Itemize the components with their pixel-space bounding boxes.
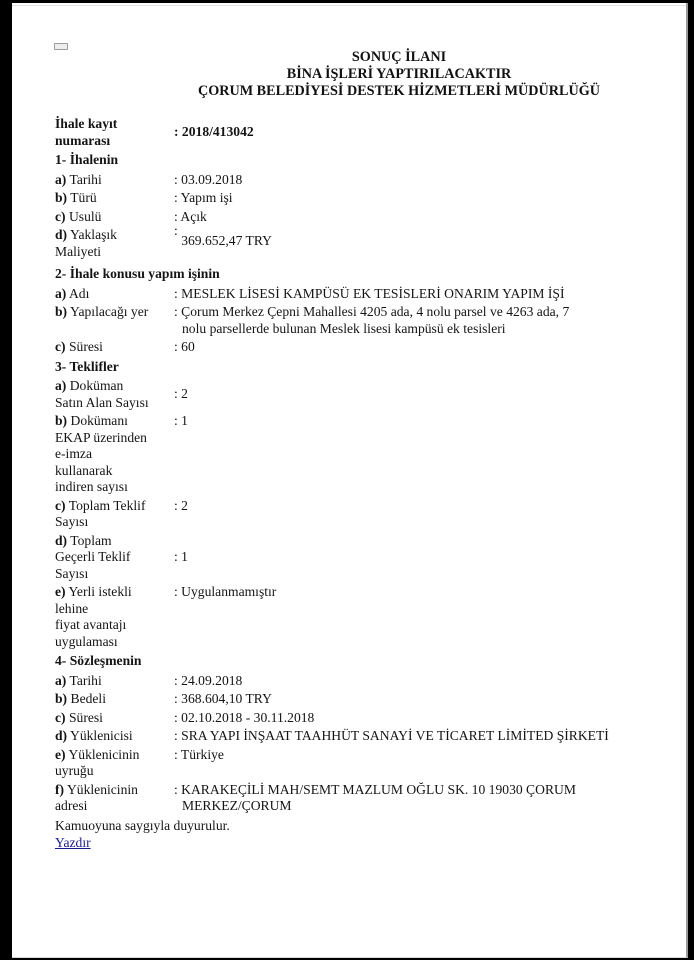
work-location: : Çorum Merkez Çepni Mahallesi 4205 ada, 4 nolu parsel ve 4263 ada, 7 nolu parsellerde bulunan Meslek lisesi kampüsü ek tesisleri [174,304,570,336]
announcement-body [55,116,675,851]
work-name: : MESLEK LİSESİ KAMPÜSÜ EK TESİSLERİ ONARIM YAPIM İŞİ [174,285,565,301]
table-row: d) Yaklaşık Maliyeti : 369.652,47 TRY [55,227,609,262]
registry-row [55,116,609,151]
contractor-nationality: : Türkiye [174,746,224,762]
page-top-divider [12,5,686,6]
approximate-cost: : 369.652,47 TRY [174,223,272,248]
table-row: e) Yüklenicinin uyruğu : Türkiye [55,747,609,782]
table-row: b) Yapılacağı yer : Çorum Merkez Çepni Mahallesi 4205 ada, 4 nolu parsel ve 4263 ada, 7 nolu parsellerde bulunan Meslek lisesi kampüsü ek tesisleri [55,304,609,339]
table-row: a) Adı : MESLEK LİSESİ KAMPÜSÜ EK TESİSLERİ ONARIM YAPIM İŞİ [55,286,609,305]
section-heading: 4- Sözleşmenin [55,653,142,668]
print-link[interactable]: Yazdır [55,834,91,850]
announcement-header [12,49,686,100]
section-heading: 2- İhale konusu yapım işinin [55,266,220,281]
table-row: a) Tarihi : 03.09.2018 [55,172,609,191]
registry-label: İhale kayıt numarası [55,116,118,148]
contract-amount: : 368.604,10 TRY [174,691,272,706]
section-heading: 3- Teklifler [55,358,119,374]
table-row: b) Türü : Yapım işi [55,190,609,209]
contract-period: : 02.10.2018 - 30.11.2018 [174,709,315,725]
table-row: a) Doküman Satın Alan Sayısı : 2 [55,378,609,413]
header-institution: ÇORUM BELEDİYESİ DESTEK HİZMETLERİ MÜDÜRLÜĞÜ [197,83,601,99]
table-row: d) Yüklenicisi : SRA YAPI İNŞAAT TAAHHÜT SANAYİ VE TİCARET LİMİTED ŞİRKETİ [55,728,609,747]
contract-date: : 24.09.2018 [174,672,243,688]
valid-bids: : 1 [174,549,188,564]
tender-procedure: : Açık [174,208,207,224]
documents-purchased: : 2 [174,386,188,402]
documents-downloaded: : 1 [174,413,188,428]
domestic-price-advantage: : Uygulanmamıştır [174,584,277,599]
table-row: f) Yüklenicinin adresi : KARAKEÇİLİ MAH/SEMT MAZLUM OĞLU SK. 10 19030 ÇORUM MERKEZ/ÇORUM [55,782,609,817]
tender-type: : Yapım işi [174,190,233,205]
header-subtitle: BİNA İŞLERİ YAPTIRILACAKTIR [286,66,512,82]
contractor-address: : KARAKEÇİLİ MAH/SEMT MAZLUM OĞLU SK. 10 19030 ÇORUM MERKEZ/ÇORUM [174,781,576,813]
total-bids: : 2 [174,497,188,513]
contractor-name: : SRA YAPI İNŞAAT TAAHHÜT SANAYİ VE TİCARET LİMİTED ŞİRKETİ [174,728,609,743]
section-heading: 1- İhalenin [55,152,119,167]
table-row: d) Toplam Geçerli Teklif Sayısı : 1 [55,533,609,585]
table-row: c) Usulü : Açık [55,209,609,228]
registry-value: : 2018/413042 [174,124,254,140]
closing-text: Kamuoyuna saygıyla duyurulur. [55,817,230,833]
details-table [55,116,609,817]
table-row: b) Bedeli : 368.604,10 TRY [55,691,609,710]
table-row: b) Dokümanı EKAP üzerinden e-imza kullanarak indiren sayısı : 1 [55,413,609,498]
table-row: c) Toplam Teklif Sayısı : 2 [55,498,609,533]
table-row: a) Tarihi : 24.09.2018 [55,673,609,692]
table-row: e) Yerli istekli lehine fiyat avantajı uygulaması : Uygulanmamıştır [55,584,609,652]
tender-date: : 03.09.2018 [174,171,243,187]
work-duration: : 60 [174,339,195,354]
table-row: c) Süresi : 02.10.2018 - 30.11.2018 [55,710,609,729]
document-page [12,3,688,958]
table-row: c) Süresi : 60 [55,339,609,358]
header-title: SONUÇ İLANI [351,49,447,65]
